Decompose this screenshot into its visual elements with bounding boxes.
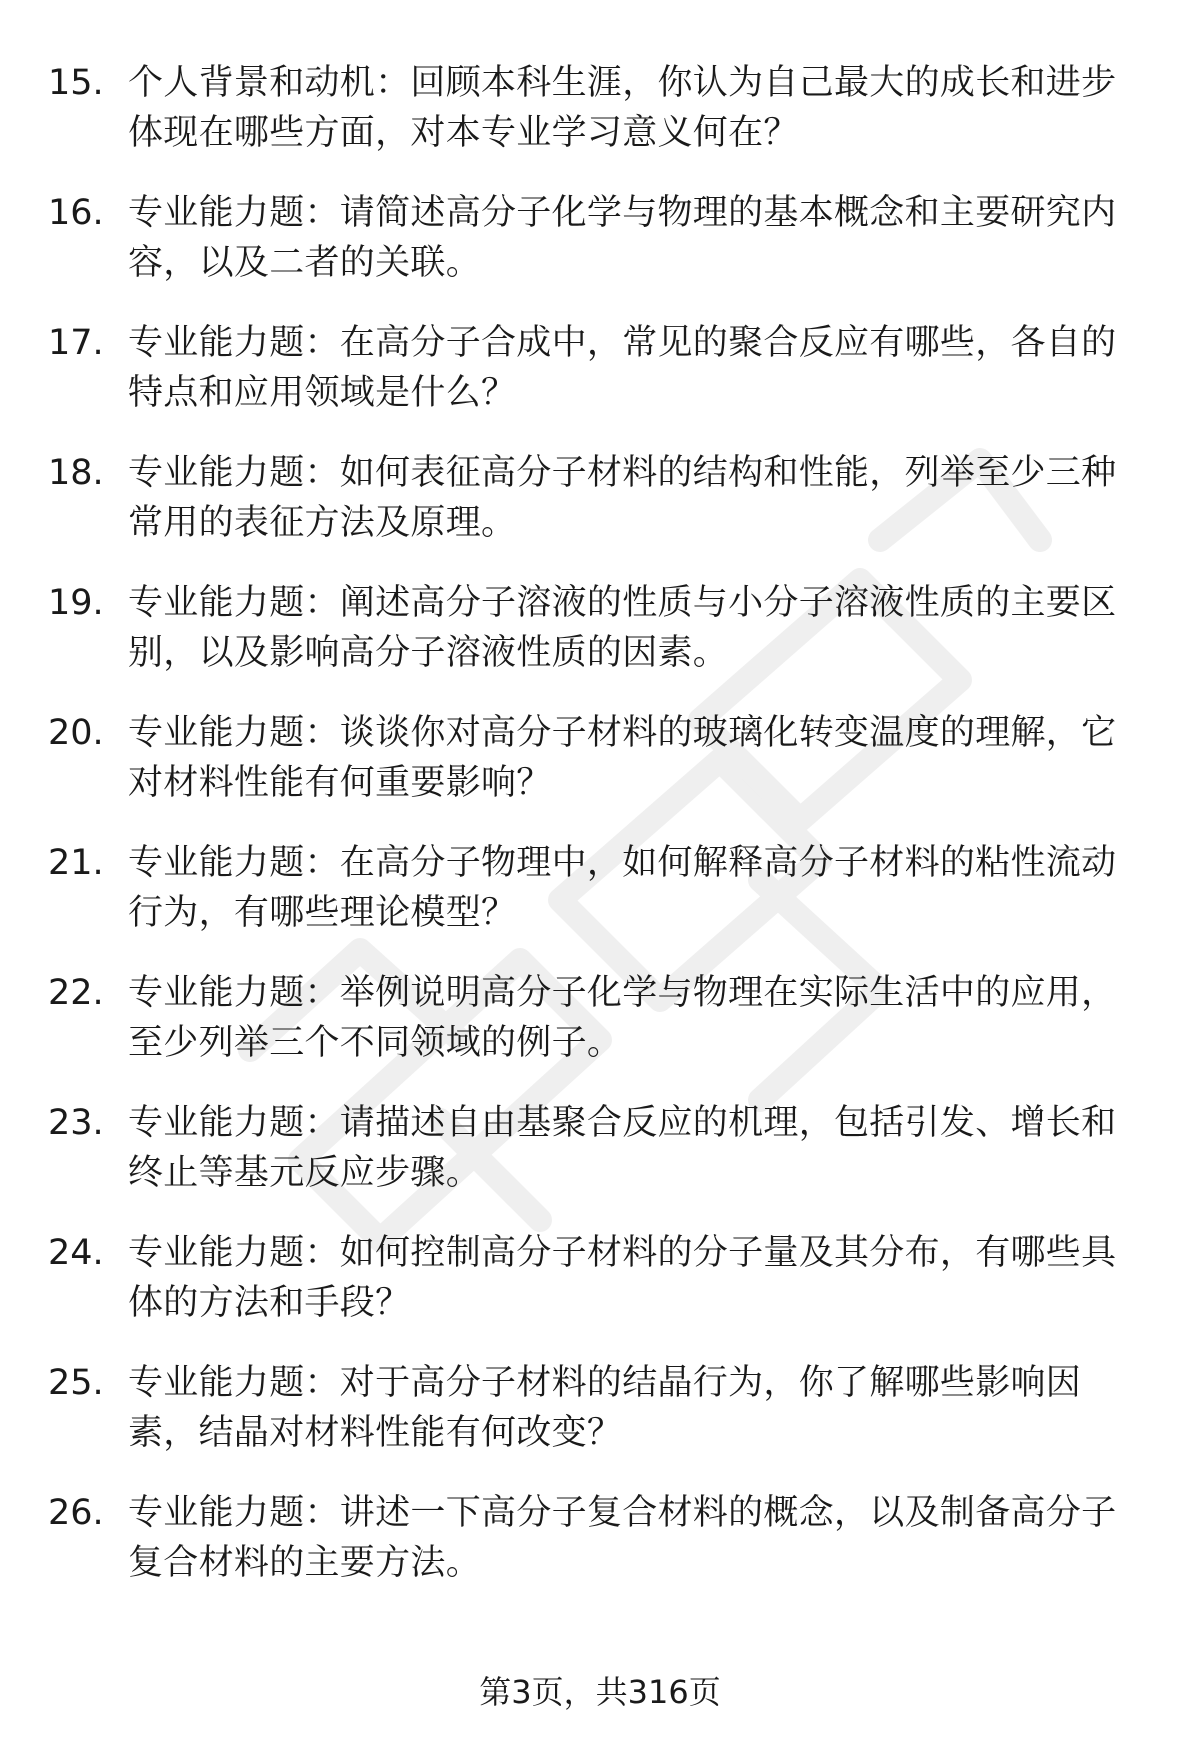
question-list [0,58,1200,1618]
question-item [0,1358,1200,1488]
question-number: 17. [48,323,104,363]
question-text: 专业能力题：请简述高分子化学与物理的基本概念和主要研究内容，以及二者的关联。 [128,193,1117,283]
question-text: 专业能力题：如何控制高分子材料的分子量及其分布，有哪些具体的方法和手段？ [128,1233,1117,1323]
question-item [0,448,1200,578]
question-number: 18. [48,453,104,493]
question-text: 个人背景和动机：回顾本科生涯，你认为自己最大的成长和进步体现在哪些方面，对本专业学习意义何在？ [128,63,1117,153]
question-item [0,1098,1200,1228]
question-number: 26. [48,1493,104,1533]
question-item [0,968,1200,1098]
question-number: 24. [48,1233,104,1273]
question-text: 专业能力题：阐述高分子溶液的性质与小分子溶液性质的主要区别，以及影响高分子溶液性质的因素。 [128,583,1117,673]
question-item [0,838,1200,968]
question-text: 专业能力题：在高分子合成中，常见的聚合反应有哪些，各自的特点和应用领域是什么？ [128,323,1117,413]
question-number: 19. [48,583,104,623]
question-text: 专业能力题：举例说明高分子化学与物理在实际生活中的应用，至少列举三个不同领域的例子。 [128,973,1117,1063]
question-number: 16. [48,193,104,233]
question-item [0,578,1200,708]
question-text: 专业能力题：请描述自由基聚合反应的机理，包括引发、增长和终止等基元反应步骤。 [128,1103,1117,1193]
question-text: 专业能力题：如何表征高分子材料的结构和性能，列举至少三种常用的表征方法及原理。 [128,453,1117,543]
question-text: 专业能力题：对于高分子材料的结晶行为，你了解哪些影响因素，结晶对材料性能有何改变？ [128,1363,1082,1453]
question-number: 15. [48,63,104,103]
question-number: 21. [48,843,104,883]
question-item [0,188,1200,318]
question-number: 20. [48,713,104,753]
question-text: 专业能力题：谈谈你对高分子材料的玻璃化转变温度的理解，它对材料性能有何重要影响？ [128,713,1117,803]
question-number: 25. [48,1363,104,1403]
question-text: 专业能力题：讲述一下高分子复合材料的概念，以及制备高分子复合材料的主要方法。 [128,1493,1117,1583]
question-text: 专业能力题：在高分子物理中，如何解释高分子材料的粘性流动行为，有哪些理论模型？ [128,843,1117,933]
question-number: 22. [48,973,104,1013]
question-item [0,318,1200,448]
question-item [0,58,1200,188]
page-number: 第3页，共316页 [479,1673,721,1711]
question-item [0,1488,1200,1618]
question-number: 23. [48,1103,104,1143]
question-item [0,708,1200,838]
question-item [0,1228,1200,1358]
